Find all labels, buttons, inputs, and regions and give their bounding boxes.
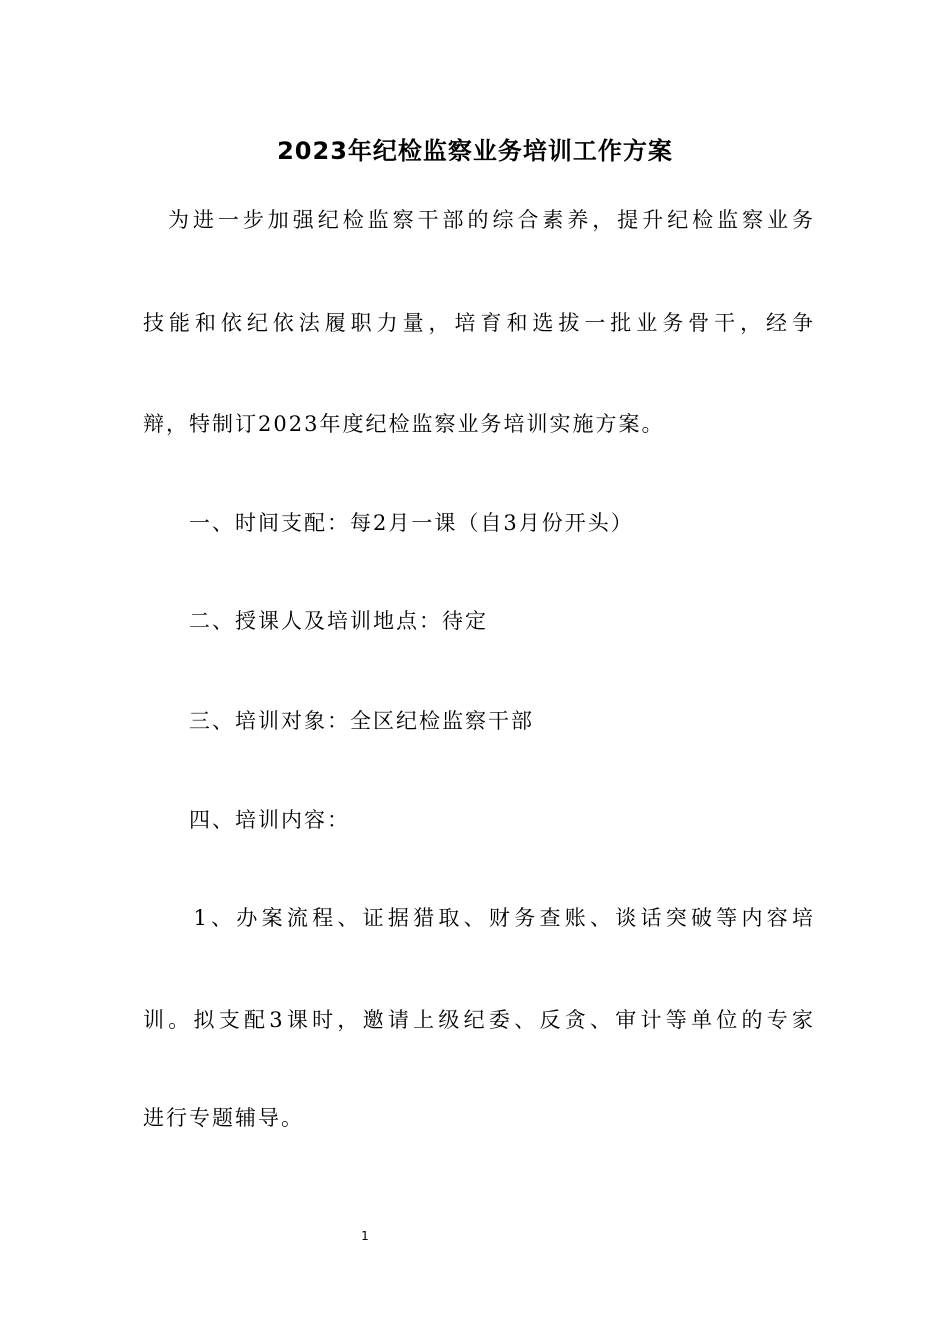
page-number: 1	[361, 1229, 369, 1243]
intro-line-2: 技能和依纪依法履职力量，培育和选拔一批业务骨干，经争	[143, 311, 813, 335]
intro-line-3: 辩，特制订2023年度纪检监察业务培训实施方案。	[143, 412, 665, 436]
content-item-1-line-1: 1、办案流程、证据猎取、财务查账、谈话突破等内容培	[143, 906, 813, 930]
content-item-1-line-3: 进行专题辅导。	[143, 1106, 304, 1130]
section-time-arrangement: 一、时间支配：每2月一课（自3月份开头）	[143, 511, 634, 535]
section-instructor-location: 二、授课人及培训地点：待定	[143, 609, 488, 633]
intro-line-1: 为进一步加强纪检监察干部的综合素养，提升纪检监察业务	[143, 208, 813, 232]
section-training-target: 三、培训对象：全区纪检监察干部	[143, 709, 534, 733]
section-training-content: 四、培训内容：	[143, 808, 350, 832]
document-title: 2023年纪检监察业务培训工作方案	[277, 137, 673, 165]
content-item-1-line-2: 训。拟支配3课时，邀请上级纪委、反贪、审计等单位的专家	[143, 1008, 813, 1032]
